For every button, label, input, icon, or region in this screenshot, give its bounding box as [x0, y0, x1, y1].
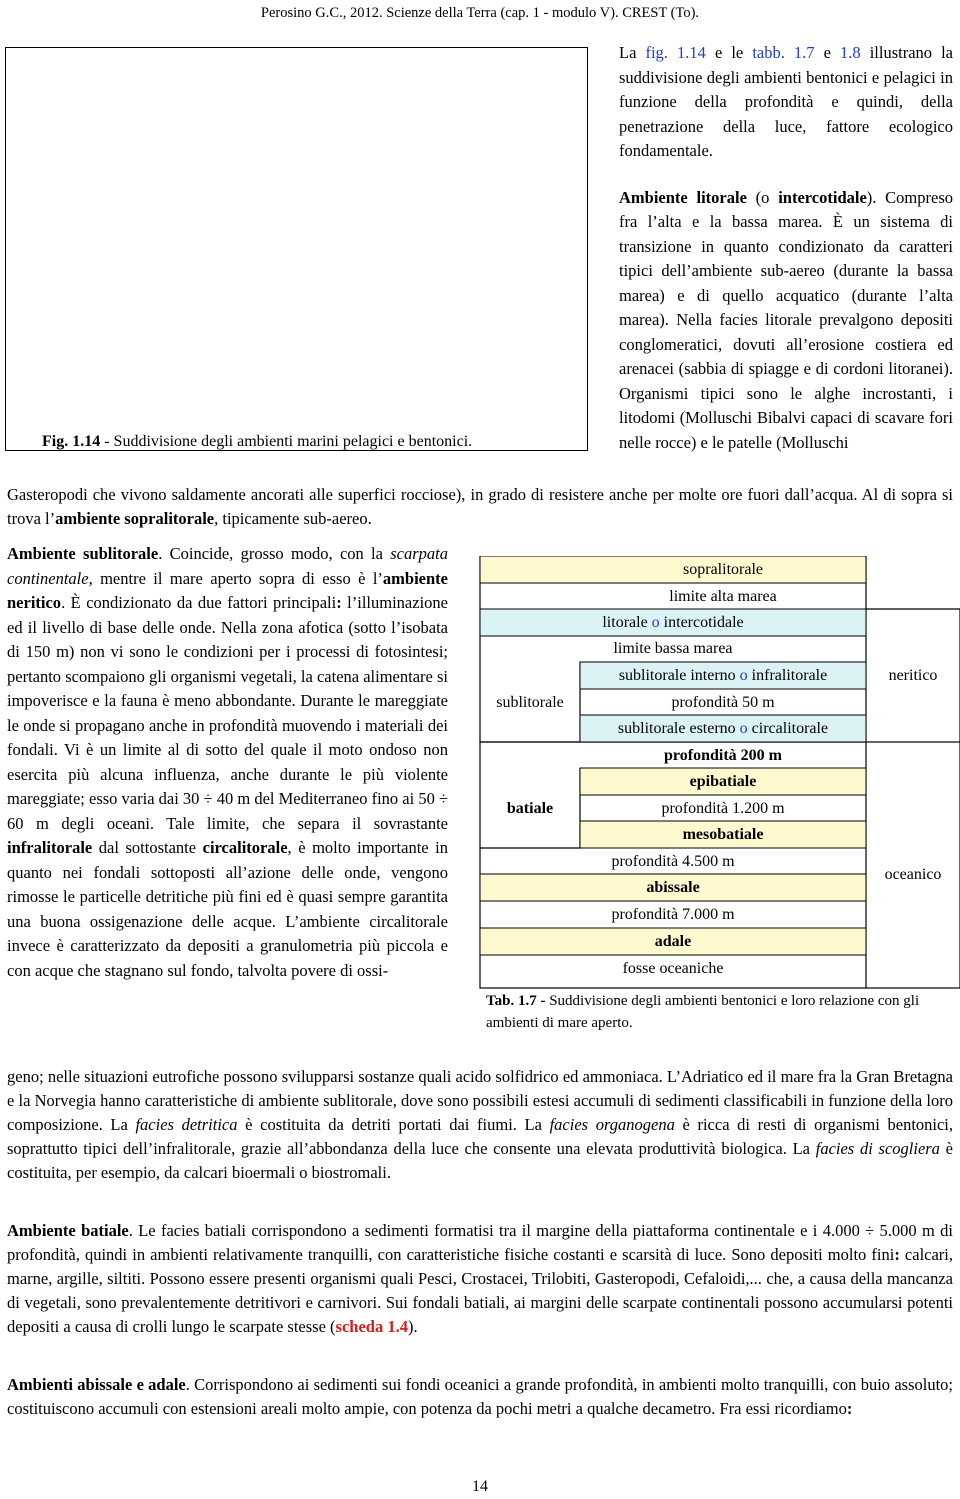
batiale-colon: :: [894, 1245, 900, 1264]
facies-organogena-term: facies organogena: [549, 1115, 675, 1134]
litorale-alt-term: intercotidale: [778, 187, 867, 207]
litorale-body: Compreso fra l’alta e la bassa marea. È un sistema di transizione in quanto condizionato da caratteri tipici dell’ambiente sub-aereo (durante la bassa marea) e di quello acquatico (durante l’alta marea). Nella facies litorale prevalgono depositi conglomeratici, dovuti all’erosione costiera ed arenacei (sabbia di spiagge e di cordoni litoranei). Organismi tipici sono le alghe incrostanti, i litodomi (Molluschi Bibalvi capaci di scavare fori nelle rocce) e le patelle (Molluschi: [619, 187, 954, 452]
term: sublitorale interno: [618, 667, 736, 684]
conj: o: [735, 667, 752, 684]
figure-caption-label: Fig. 1.14: [42, 433, 101, 450]
facies-scogliera-term: facies di scogliera: [815, 1139, 940, 1158]
facies-detritica-term: facies detritica: [135, 1115, 238, 1134]
intro-paragraph: [619, 41, 953, 164]
figure-1-14-frame: [5, 47, 588, 451]
table-1-7: [478, 556, 960, 1046]
row-profondita-200: profondità 200 m: [664, 747, 782, 764]
figure-caption-text: - Suddivisione degli ambienti marini pelagici e bentonici.: [100, 433, 473, 450]
sublitorale-heading: Ambiente sublitorale: [7, 544, 159, 563]
litorale-tail-text: , tipicamente sub-aereo.: [214, 509, 372, 528]
row-limite-alta-marea: limite alta marea: [669, 588, 777, 605]
table-caption: [486, 990, 956, 1034]
row-profondita-1200: profondità 1.200 m: [661, 800, 785, 817]
row-limite-bassa-marea: limite bassa marea: [613, 640, 733, 657]
scheda-ref-link[interactable]: scheda 1.4: [335, 1317, 408, 1336]
abissale-text: . Corrispondono ai sedimenti sui fondi oceanici a grande profondità, in ambienti molto tranquilli, con buio assoluto; costituiscono accumuli con estensioni areali molto ampie, con potenza da pochi metri a qualche decametro. Fra essi ricordiamo: [7, 1375, 953, 1418]
table-caption-label: Tab. 1.7 -: [486, 993, 546, 1009]
sublitorale-text: , è molto importante in quanto nei fondali sottoposti all’azione delle onde, vengono rimosse le particelle detritiche più fini ed è quasi sempre garantita una buona ossigenazione delle acque. L’ambiente circalitorale invece è caratterizzato da depositi a granulometria più piccola e con acque che stagnano sul fondo, talvolta povere di ossi-: [7, 838, 449, 980]
litorale-heading: Ambiente litorale: [619, 187, 747, 207]
term: circalitorale: [751, 720, 829, 737]
row-litorale: [480, 613, 866, 633]
group-oceanico: oceanico: [884, 866, 942, 883]
litorale-tail-text: Gasteropodi che vivono saldamente ancorati alle superfici rocciose), in grado di resistere anche per molte ore fuori dall’acqua. Al di sopra si trova l’: [7, 485, 953, 528]
term: litorale: [602, 614, 648, 631]
row-profondita-7000: profondità 7.000 m: [611, 906, 735, 923]
row-adale: adale: [654, 933, 692, 950]
table-ref-link[interactable]: tabb. 1.7: [752, 43, 815, 62]
batiale-text: . Le facies batiali corrispondono a sedimenti formatisi tra il margine della piattaforma continentale e i 4.000 ÷ 5.000 m di profondità, quindi in ambienti relativamente tranquilli, con caratteristiche fisiche costanti e scarsità di luce. Sono depositi molto fini: [7, 1221, 954, 1264]
row-epibatiale: epibatiale: [689, 773, 757, 790]
abissale-paragraph: [7, 1373, 953, 1421]
sublitorale-text: l’illuminazione ed il livello di base delle onde. Nella zona afotica (sotto l’isobata di 150 m) non vi sono le condizioni per i processi di fotosintesi; pertanto scompaiono gli organismi vegetali, la catena alimentare si impoverisce e la fauna è meno abbondante. Durante le mareggiate le onde si propagano anche in profondità muovendo i materiali dei fondali. Vi è un limite al di sotto del quale il moto ondoso non esercita più alcuna influenza, anche durante le più violente mareggiate; esso varia dai 30 ÷ 40 m del Mediterraneo fino ai 50 ÷ 60 m degli oceani. Tale limite, che separa il sovrastante: [7, 593, 449, 833]
sublitorale-text: è costituita da detriti portati dai fiumi. La: [237, 1115, 550, 1134]
sublitorale-paragraph-continuation: [7, 1065, 953, 1185]
conj: o: [735, 720, 752, 737]
row-sopralitorale: sopralitorale: [683, 561, 763, 578]
intro-text: e: [814, 43, 841, 62]
intro-text: illustrano la suddivisione degli ambienti bentonici e pelagici in funzione della profondità e quindi, della penetrazione della luce, fattore ecologico fondamentale.: [619, 43, 954, 160]
group-neritico: neritico: [888, 667, 938, 684]
row-fosse-oceaniche: fosse oceaniche: [622, 960, 724, 977]
row-mesobatiale: mesobatiale: [682, 826, 764, 843]
row-abissale: abissale: [646, 879, 700, 896]
page-number: 14: [472, 1478, 488, 1495]
sublitorale-text: dal sottostante: [92, 838, 203, 857]
table-ref-link[interactable]: 1.8: [840, 43, 861, 62]
term: infralitorale: [751, 667, 828, 684]
circalitorale-term: circalitorale: [202, 838, 288, 857]
row-profondita-4500: profondità 4.500 m: [611, 853, 735, 870]
infralitorale-term: infralitorale: [7, 838, 93, 857]
table-caption-text: Suddivisione degli ambienti bentonici e loro relazione con gli ambienti di mare aperto.: [486, 993, 920, 1031]
row-profondita-50: profondità 50 m: [671, 694, 775, 711]
sopralitorale-term: ambiente sopralitorale: [55, 509, 215, 528]
litorale-text: (o: [746, 187, 779, 207]
sublitorale-paragraph: [7, 542, 448, 983]
batiale-text: calcari, marne, argille, siltiti. Possono essere presenti organismi quali Pesci, Crostacei, Trilobiti, Gasteropodi, Cefaloidi,... che, a causa della mancanza di vegetali, sono prevalentemente detritivori e carnivori. Sui fondali batiali, ai margini delle scarpate continentali possono accumularsi potenti depositi a causa di crolli lungo le scarpate stesse (: [7, 1245, 954, 1336]
sublitorale-text: è costituita, per esempio, da calcari bioermali o biostromali.: [7, 1139, 953, 1182]
intro-text: La: [619, 43, 646, 62]
batiale-heading: Ambiente batiale: [7, 1221, 129, 1240]
conj: o: [647, 614, 664, 631]
row-infralitorale: [580, 666, 866, 686]
litorale-paragraph-continuation: [7, 483, 953, 531]
litorale-paragraph: [619, 186, 953, 456]
neritico-term: ambiente neritico: [7, 568, 448, 612]
figure-caption: [42, 430, 582, 454]
litorale-text: ).: [866, 187, 886, 207]
group-batiale: batiale: [506, 800, 554, 817]
right-column-text: [619, 41, 953, 455]
sublitorale-text: . Coincide, grosso modo, con la: [158, 544, 391, 563]
term: sublitorale esterno: [617, 720, 736, 737]
batiale-paragraph: [7, 1219, 953, 1339]
sublitorale-text: è ricca di resti di organismi bentonici, soprattutto tipici dell’infralitorale, grazie all’abbondanza della luce che consente una elevata produttività biologica. La: [7, 1115, 954, 1158]
sublitorale-text: , mentre il mare aperto sopra di esso è l’: [88, 568, 383, 588]
sublitorale-italic: scarpata continentale: [7, 544, 448, 588]
fig-ref-link[interactable]: fig. 1.14: [645, 43, 706, 62]
term: intercotidale: [663, 614, 744, 631]
row-circalitorale: [580, 719, 866, 739]
intro-text: e le: [705, 43, 753, 62]
sublitorale-text: . È condizionato da due fattori principali: [61, 593, 337, 612]
page-header: Perosino G.C., 2012. Scienze della Terra (cap. 1 - modulo V). CREST (To).: [260, 5, 700, 21]
group-sublitorale: sublitorale: [496, 694, 564, 711]
sublitorale-colon: :: [336, 593, 342, 612]
batiale-text: ).: [407, 1317, 418, 1336]
sublitorale-text: geno; nelle situazioni eutrofiche possono svilupparsi sostanze quali acido solfidrico ed ammoniaca. L’Adriatico ed il mare fra la Gran Bretagna e la Norvegia hanno caratteristiche di ambiente sublitorale, dove sono possibili estesi accumuli di sedimenti classificabili in funzione della loro composizione. La: [7, 1067, 953, 1134]
abissale-heading: Ambienti abissale e adale: [7, 1375, 186, 1394]
abissale-colon: :: [846, 1399, 853, 1418]
